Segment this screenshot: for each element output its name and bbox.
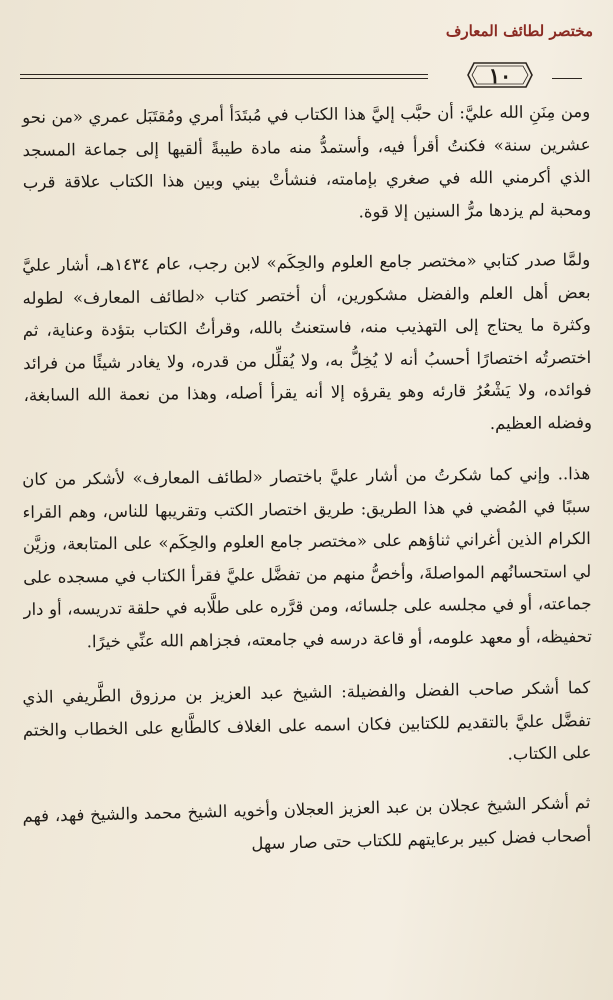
page-number-frame: [466, 60, 534, 90]
running-header-title: مختصر لطائف المعارف: [445, 22, 593, 40]
header-rule-left: [20, 74, 428, 79]
paragraph-4: كما أشكر صاحب الفضل والفضيلة: الشيخ عبد العزيز بن مرزوق الطَّريفي الذي تفضَّل عليَّ بالتقديم للكتابين فكان اسمه على الغلاف كالطَّابع على الخطاب والختم على الكتاب.: [22, 677, 592, 764]
body-text: [22, 96, 590, 870]
paragraph-1: ومن مِنَنِ الله عليَّ: أن حبَّب إليَّ هذا الكتاب في مُبتَدَأ أمري ومُقتَبَل عمري «من نحو عشرين سنة» فكنتُ أقرأ فيه، وأستمدُّ منه مادة طيبةً ألقيها إلى جماعة المسجد الذي أكرمني الله في صغري بإمامته، فنشأتْ بيني وبين هذا الكتاب علاقة قرب ومحبة لم يزدها مرُّ السنين إلا قوة.: [22, 101, 592, 222]
page-number: ١٠: [488, 63, 512, 88]
paragraph-3: هذا.. وإني كما شكرتُ من أشار عليَّ باختصار «لطائف المعارف» لأشكر من كان سببًا في المُضي في هذا الطريق: طريق اختصار الكتب وتقريبها للناس، وهم القراء الكرام الذين أغراني ثناؤهم على «مختصر جامع العلوم والحِكَم» على المتابعة، وزيَّن لي استحسانُهم المواصلةَ، وأخصُّ منهم من تفضَّل عليَّ فقرأ الكتاب في مسجده على جماعته، أو في مجلسه على جلسائه، ومن قرَّره على طلَّابه في حلقة تدريسه، أو دار تحفيظه، أو معهد علومه، أو قاعة درسه في جامعته، فجزاهم الله عنِّي خيرًا.: [22, 463, 592, 652]
header-rule-right: [552, 78, 582, 79]
paragraph-5: ثم أشكر الشيخ عجلان بن عبد العزيز العجلان وأخويه الشيخ محمد والشيخ فهد، فهم أصحاب فضل كبير برعايتهم للكتاب حتى صار سهل: [22, 793, 592, 854]
paragraph-2: ولمَّا صدر كتابي «مختصر جامع العلوم والحِكَم» لابن رجب، عام ١٤٣٤هـ، أشار عليَّ بعض أهل العلم والفضل مشكورين، أن أختصر كتاب «لطائف المعارف» لطوله وكثرة ما يحتاج إلى التهذيب منه، فاستعنتُ بالله، وقرأتُ الكتاب بتؤدة وعناية، ثم اختصرتُه اختصارًا أحسبُ أنه لا يُخِلُّ به، ولا يُقلِّل من قدره، ولا يغادر شيئًا من فرائد فوائده، ولا يَشْعُرُ قارئه وهو يقرؤه إلا أنه يقرأ أصله، وهذا من نعمة الله السابغة، وفضله العظيم.: [22, 250, 592, 434]
